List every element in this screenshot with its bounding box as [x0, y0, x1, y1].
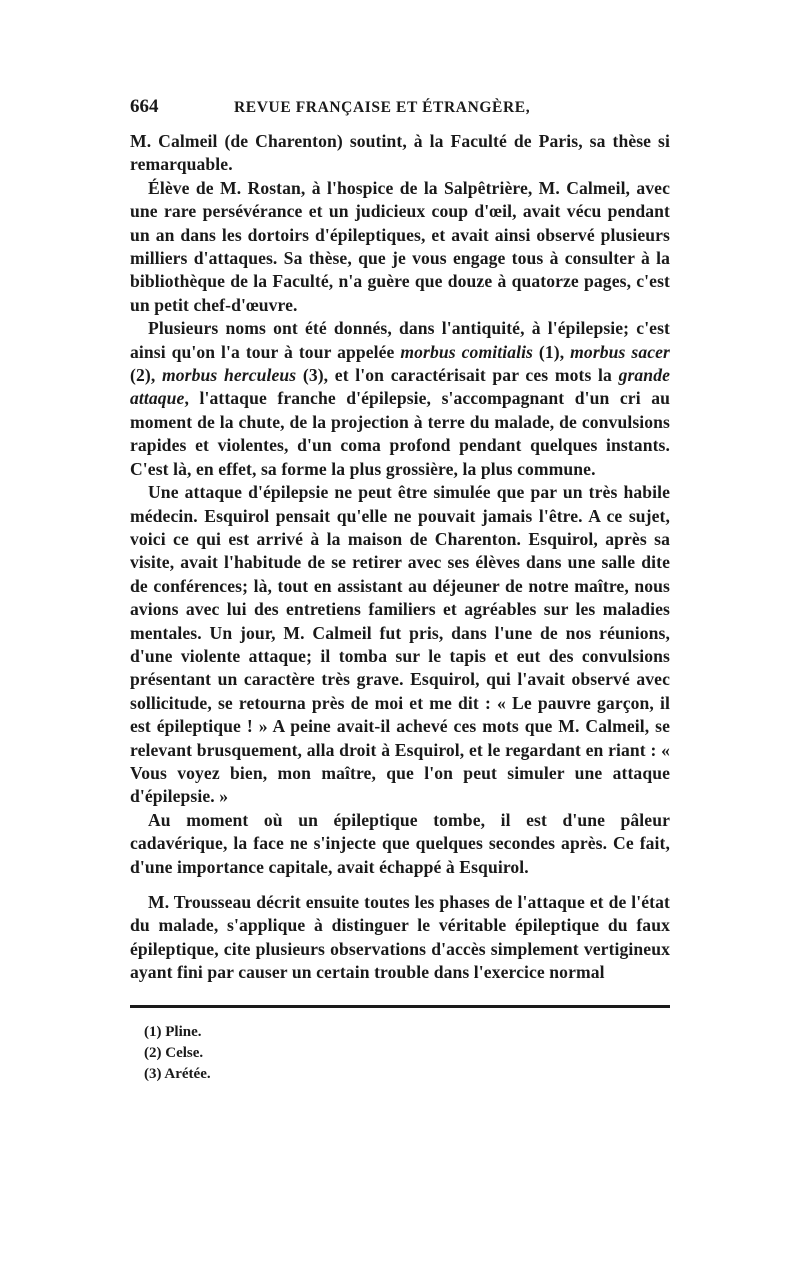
document-page [130, 96, 670, 1085]
body-text [130, 130, 670, 985]
text-segment: (2), [130, 365, 162, 386]
italic-term: morbus herculeus [161, 365, 297, 386]
paragraph [130, 809, 670, 879]
italic-term: morbus sacer [570, 341, 671, 362]
paragraph [130, 177, 670, 317]
footnotes [130, 1022, 670, 1085]
text-segment: Élève de M. Rostan, à l'hospice de la Salpêtrière, M. Calmeil, avec une rare persévérance et un judicieux coup d'œil, avait vécu pendant un an dans les dortoirs d'épileptiques, et avait ainsi observé plusieurs milliers d'attaques. Sa thèse, que je vous engage tous à consulter à la bibliothèque de la Faculté, n'a guère que douze à quatorze pages, c'est un petit chef-d'œuvre. [130, 177, 670, 315]
text-segment: (1), [533, 341, 571, 362]
footnote-divider [130, 1005, 670, 1008]
footnote: (2) Celse. [144, 1044, 204, 1061]
running-head: REVUE FRANÇAISE ET ÉTRANGÈRE, [234, 99, 531, 116]
paragraph [130, 130, 670, 177]
footnote: (1) Pline. [144, 1023, 202, 1040]
text-segment: M. Trousseau décrit ensuite toutes les phases de l'attaque et de l'état du malade, s'applique à distinguer le véritable épileptique du faux épileptique, cite plusieurs observations d'accès simplement vertigineux ayant fini par causer un certain trouble dans l'exercice normal [130, 892, 670, 983]
text-segment: Au moment où un épileptique tombe, il est d'une pâleur cadavérique, la face ne s'injecte que quelques secondes après. Ce fait, d'une importance capitale, avait échappé à Esquirol. [130, 809, 670, 877]
paragraph [130, 891, 670, 985]
paragraph [130, 317, 670, 481]
text-segment: Une attaque d'épilepsie ne peut être simulée que par un très habile médecin. Esquirol pensait qu'elle ne pouvait jamais l'être. A ce sujet, voici ce qui est arrivé à la maison de Charenton. Esquirol, après sa visite, avait l'habitude de se retirer avec ses élèves dans une salle dite de conférences; là, tout en assistant au déjeuner de notre maître, nous avions avec lui des entretiens familiers et agréables sur les maladies mentales. Un jour, M. Calmeil fut pris, dans l'une de nos réunions, d'une violente attaque; il tomba sur le tapis et eut des convulsions présentant un caractère très grave. Esquirol, qui l'avait observé avec sollicitude, se retourna près de moi et me dit : « Le pauvre garçon, il est épileptique ! » A peine avait-il achevé ces mots que M. Calmeil, se relevant brusquement, alla droit à Esquirol, et le regardant en riant : « Vous voyez bien, mon maître, que l'on peut simuler une attaque d'épilepsie. » [130, 482, 670, 807]
text-segment: Plusieurs noms ont été donnés, dans l'antiquité, à l'épilepsie; c'est ainsi qu'on l'a tour à tour appelée [130, 318, 670, 362]
italic-term: grande attaque [130, 365, 670, 409]
footnote: (3) Arétée. [144, 1065, 211, 1082]
text-segment: (3), et l'on caractérisait par ces mots la [296, 365, 619, 386]
italic-term: morbus comitialis [400, 341, 534, 362]
paragraph [130, 481, 670, 809]
text-segment: M. Calmeil (de Charenton) soutint, à la Faculté de Paris, sa thèse si remarquable. [130, 131, 670, 175]
page-number: 664 [130, 96, 159, 117]
text-segment: , l'attaque franche d'épilepsie, s'accompagnant d'un cri au moment de la chute, de la projection à terre du malade, de convulsions rapides et violentes, d'un coma profond pendant quelques instants. C'est là, en effet, sa forme la plus grossière, la plus commune. [130, 388, 670, 479]
page-header [130, 96, 670, 130]
